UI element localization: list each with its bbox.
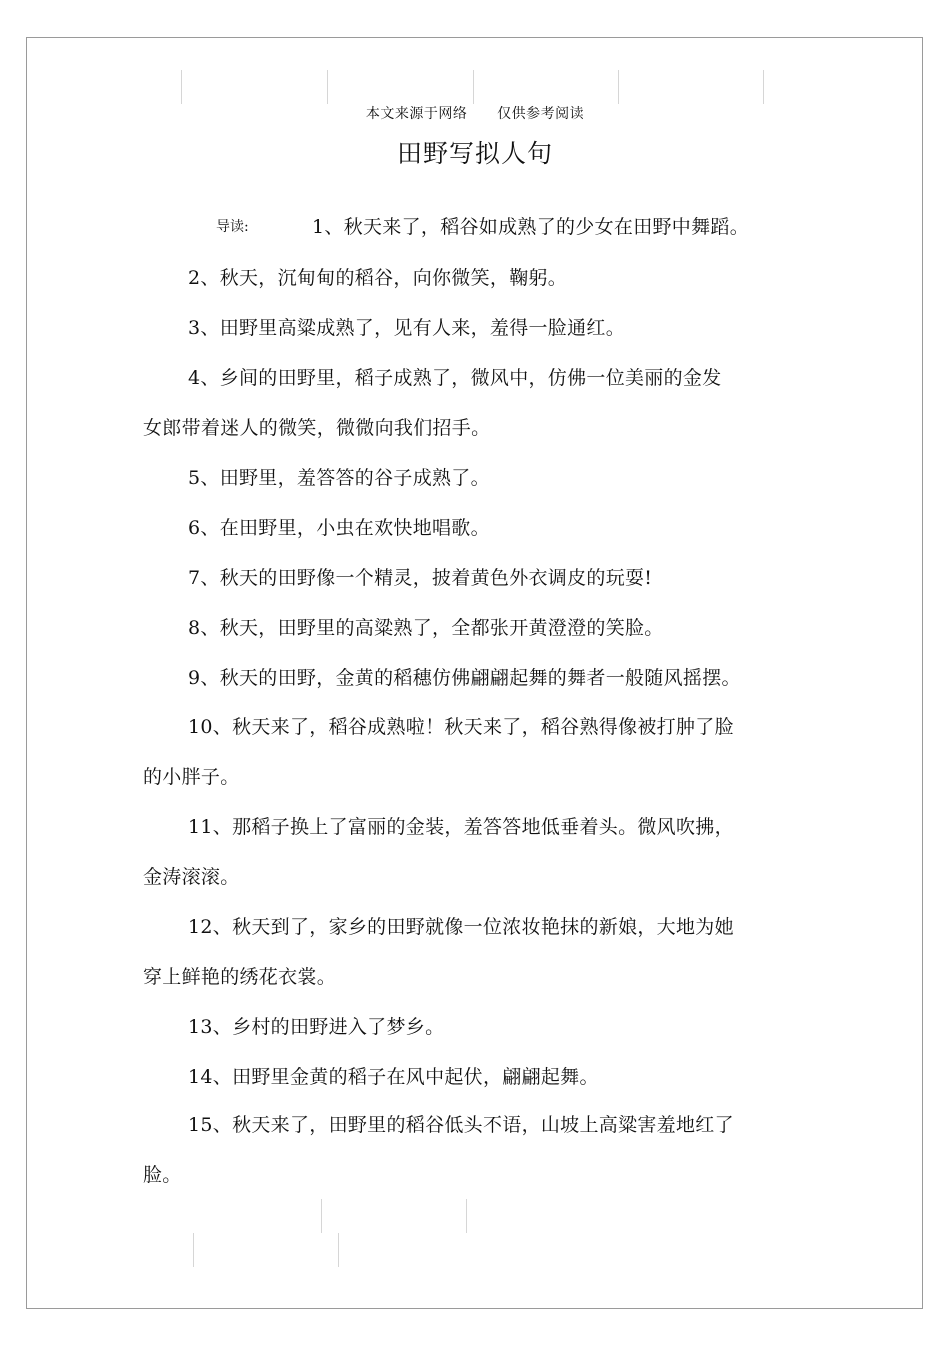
top-tick-mark bbox=[181, 70, 182, 104]
top-tick-mark bbox=[473, 70, 474, 104]
body-line: 11、那稻子换上了富丽的金装，羞答答地低垂着头。微风吹拂， bbox=[188, 816, 734, 838]
body-line: 7、秋天的田野像一个精灵，披着黄色外衣调皮的玩耍! bbox=[188, 567, 653, 589]
body-line: 脸。 bbox=[143, 1164, 182, 1186]
bottom-tick-mark bbox=[193, 1233, 194, 1267]
body-line: 3、田野里高粱成熟了，见有人来，羞得一脸通红。 bbox=[188, 317, 625, 339]
top-tick-mark bbox=[327, 70, 328, 104]
body-line: 10、秋天来了，稻谷成熟啦！秋天来了，稻谷熟得像被打肿了脸 bbox=[188, 716, 734, 738]
page-title: 田野写拟人句 bbox=[396, 139, 553, 168]
body-line: 6、在田野里，小虫在欢快地唱歌。 bbox=[188, 517, 490, 539]
body-line: 14、田野里金黄的稻子在风中起伏，翩翩起舞。 bbox=[188, 1066, 599, 1088]
body-line: 金涛滚滚。 bbox=[143, 866, 240, 888]
body-line: 2、秋天，沉甸甸的稻谷，向你微笑，鞠躬。 bbox=[188, 267, 568, 289]
body-line: 12、秋天到了，家乡的田野就像一位浓妆艳抹的新娘，大地为她 bbox=[188, 916, 734, 938]
body-line: 的小胖子。 bbox=[143, 766, 240, 788]
bottom-tick-mark bbox=[338, 1233, 339, 1267]
body-line: 1、秋天来了，稻谷如成熟了的少女在田野中舞蹈。 bbox=[312, 216, 749, 238]
body-line: 8、秋天，田野里的高粱熟了，全都张开黄澄澄的笑脸。 bbox=[188, 617, 664, 639]
top-tick-mark bbox=[618, 70, 619, 104]
body-line: 5、田野里，羞答答的谷子成熟了。 bbox=[188, 467, 490, 489]
body-line: 9、秋天的田野，金黄的稻穗仿佛翩翩起舞的舞者一般随风摇摆。 bbox=[188, 667, 741, 689]
bottom-tick-mark bbox=[466, 1199, 467, 1233]
top-tick-mark bbox=[763, 70, 764, 104]
body-line: 穿上鲜艳的绣花衣裳。 bbox=[143, 966, 337, 988]
body-line: 13、乡村的田野进入了梦乡。 bbox=[188, 1016, 445, 1038]
bottom-tick-mark bbox=[321, 1199, 322, 1233]
body-line: 女郎带着迷人的微笑，微微向我们招手。 bbox=[143, 417, 491, 439]
lead-label: 导读: bbox=[216, 219, 249, 235]
source-note: 本文来源于网络 仅供参考阅读 bbox=[365, 106, 585, 122]
body-line: 15、秋天来了，田野里的稻谷低头不语，山坡上高粱害羞地红了 bbox=[188, 1114, 734, 1136]
body-line: 4、乡间的田野里，稻子成熟了，微风中，仿佛一位美丽的金发 bbox=[188, 367, 722, 389]
